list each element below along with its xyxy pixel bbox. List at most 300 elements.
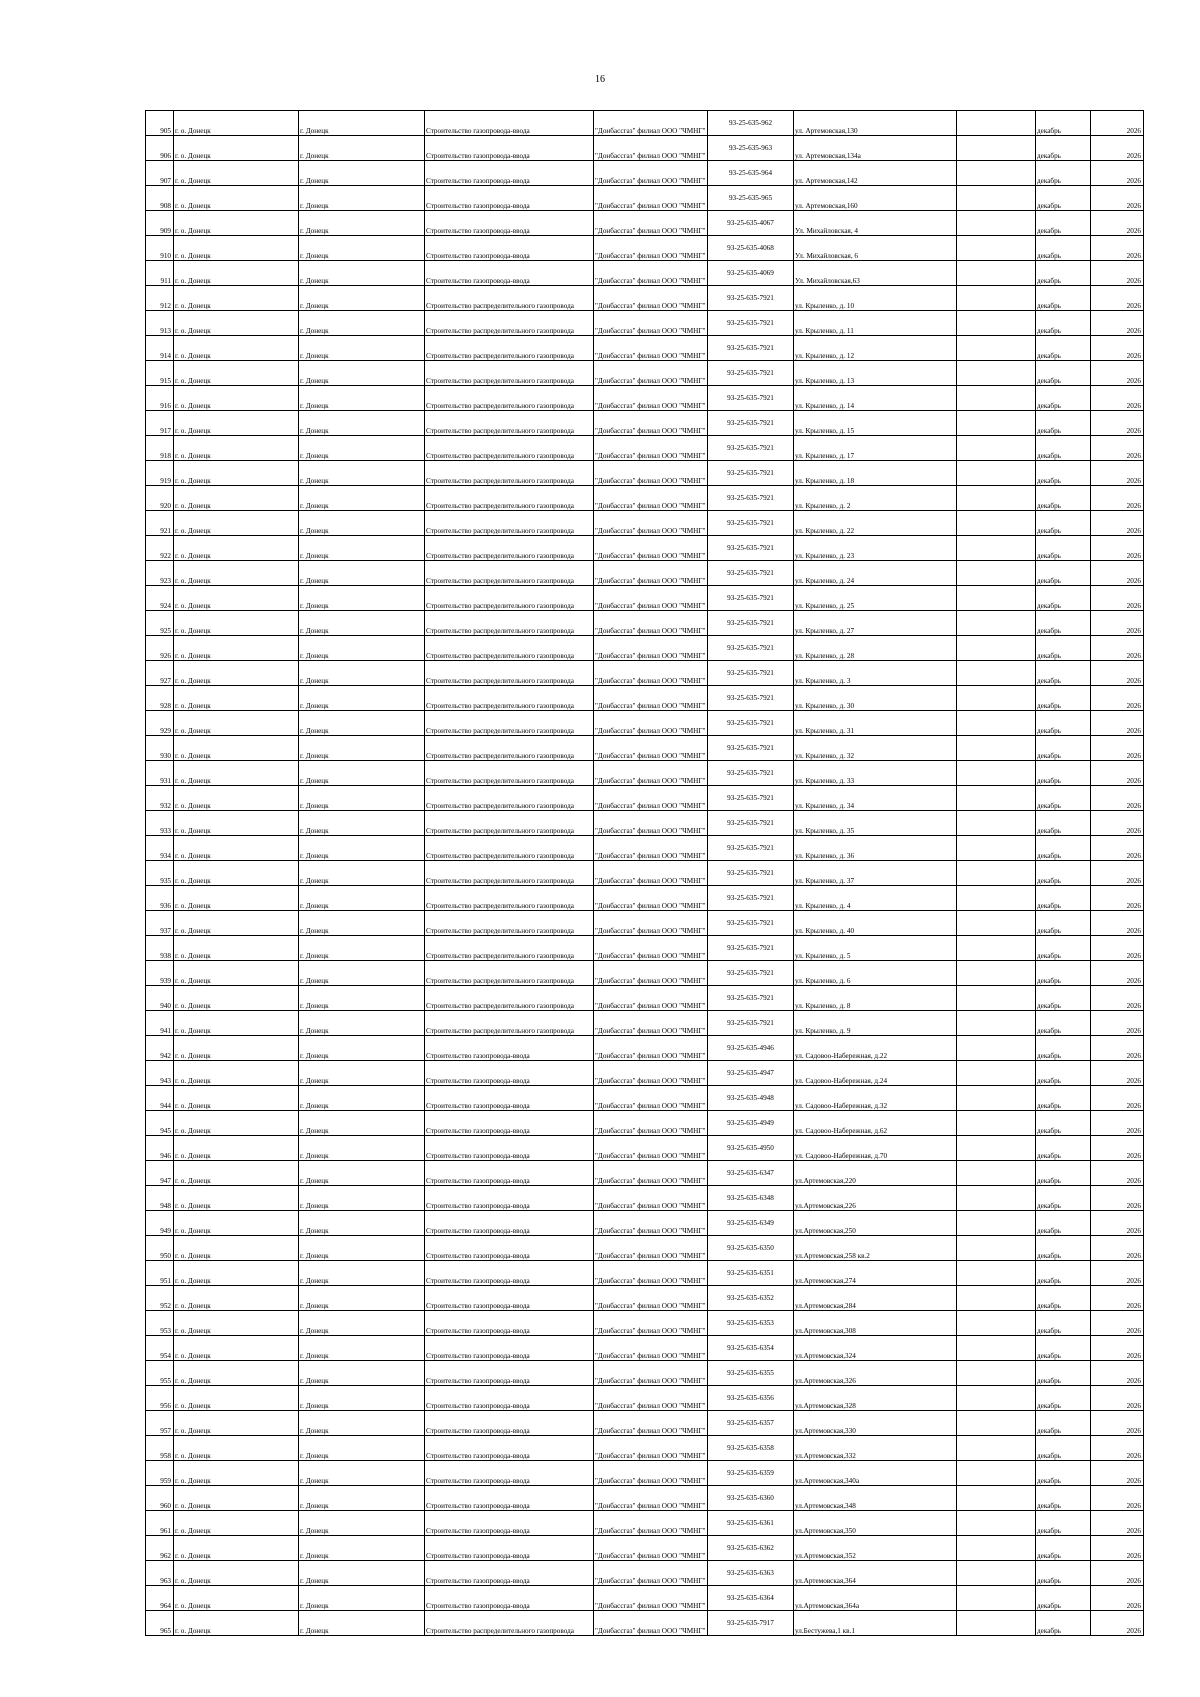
work-type-cell: Строительство распределительного газопровода [425,586,594,611]
row-number: 965 [146,1611,174,1636]
object-code-cell: 93-25-635-7921 [708,711,794,736]
address-cell: ул. Крыленко, д. 37 [794,861,957,886]
row-number: 926 [146,636,174,661]
table-row [146,986,1144,1011]
table-row [146,1411,1144,1436]
empty-cell [957,936,1036,961]
municipality-cell: г. о. Донецк [174,1061,299,1086]
object-code-cell: 93-25-635-6348 [708,1186,794,1211]
year-cell: 2026 [1091,586,1144,611]
work-type-cell: Строительство распределительного газопровода [425,286,594,311]
settlement-cell: г. Донецк [299,161,425,186]
address-cell: ул. Крыленко, д. 36 [794,836,957,861]
empty-cell [957,1086,1036,1111]
municipality-cell: г. о. Донецк [174,411,299,436]
year-cell: 2026 [1091,711,1144,736]
customer-cell: "Донбассгаз" филиал ООО "ЧМНГ" [594,1536,708,1561]
row-number: 907 [146,161,174,186]
month-cell: декабрь [1036,1486,1091,1511]
object-code-cell: 93-25-635-6357 [708,1411,794,1436]
table-row [146,186,1144,211]
month-cell: декабрь [1036,1311,1091,1336]
address-cell: ул. Крыленко, д. 23 [794,536,957,561]
month-cell: декабрь [1036,1536,1091,1561]
table-row [146,361,1144,386]
table-row [146,786,1144,811]
object-code-cell: 93-25-635-7921 [708,286,794,311]
row-number: 921 [146,511,174,536]
object-code-cell: 93-25-635-4949 [708,1111,794,1136]
address-cell: ул.Артемовская,250 [794,1211,957,1236]
table-row [146,611,1144,636]
settlement-cell: г. Донецк [299,211,425,236]
work-type-cell: Строительство распределительного газопровода [425,936,594,961]
table-row [146,1286,1144,1311]
empty-cell [957,1611,1036,1636]
year-cell: 2026 [1091,536,1144,561]
empty-cell [957,411,1036,436]
address-cell: ул.Артемовская,274 [794,1261,957,1286]
table-row [146,636,1144,661]
month-cell: декабрь [1036,1511,1091,1536]
row-number: 910 [146,236,174,261]
year-cell: 2026 [1091,1536,1144,1561]
settlement-cell: г. Донецк [299,186,425,211]
customer-cell: "Донбассгаз" филиал ООО "ЧМНГ" [594,1436,708,1461]
work-type-cell: Строительство газопровода-ввода [425,1236,594,1261]
customer-cell: "Донбассгаз" филиал ООО "ЧМНГ" [594,811,708,836]
empty-cell [957,461,1036,486]
year-cell: 2026 [1091,836,1144,861]
settlement-cell: г. Донецк [299,336,425,361]
address-cell: ул. Крыленко, д. 34 [794,786,957,811]
customer-cell: "Донбассгаз" филиал ООО "ЧМНГ" [594,1411,708,1436]
object-code-cell: 93-25-635-7921 [708,961,794,986]
month-cell: декабрь [1036,1561,1091,1586]
address-cell: ул. Садовоо-Набережная, д.32 [794,1086,957,1111]
address-cell: ул. Крыленко, д. 9 [794,1011,957,1036]
year-cell: 2026 [1091,1011,1144,1036]
customer-cell: "Донбассгаз" филиал ООО "ЧМНГ" [594,636,708,661]
settlement-cell: г. Донецк [299,361,425,386]
table-row [146,1211,1144,1236]
work-type-cell: Строительство газопровода-ввода [425,261,594,286]
year-cell: 2026 [1091,1486,1144,1511]
empty-cell [957,1311,1036,1336]
table-row [146,836,1144,861]
month-cell: декабрь [1036,1061,1091,1086]
row-number: 946 [146,1136,174,1161]
settlement-cell: г. Донецк [299,811,425,836]
settlement-cell: г. Донецк [299,1061,425,1086]
row-number: 938 [146,936,174,961]
row-number: 949 [146,1211,174,1236]
object-code-cell: 93-25-635-7921 [708,561,794,586]
settlement-cell: г. Донецк [299,1311,425,1336]
settlement-cell: г. Донецк [299,1561,425,1586]
empty-cell [957,361,1036,386]
municipality-cell: г. о. Донецк [174,961,299,986]
empty-cell [957,1136,1036,1161]
year-cell: 2026 [1091,1211,1144,1236]
address-cell: ул. Крыленко, д. 6 [794,961,957,986]
year-cell: 2026 [1091,1036,1144,1061]
work-type-cell: Строительство газопровода-ввода [425,1036,594,1061]
work-type-cell: Строительство распределительного газопровода [425,961,594,986]
empty-cell [957,386,1036,411]
object-code-cell: 93-25-635-7921 [708,861,794,886]
month-cell: декабрь [1036,761,1091,786]
empty-cell [957,561,1036,586]
empty-cell [957,111,1036,136]
settlement-cell: г. Донецк [299,661,425,686]
row-number: 906 [146,136,174,161]
month-cell: декабрь [1036,1161,1091,1186]
month-cell: декабрь [1036,336,1091,361]
year-cell: 2026 [1091,1336,1144,1361]
municipality-cell: г. о. Донецк [174,1386,299,1411]
settlement-cell: г. Донецк [299,511,425,536]
empty-cell [957,1461,1036,1486]
table-row [146,1611,1144,1636]
work-type-cell: Строительство газопровода-ввода [425,1561,594,1586]
month-cell: декабрь [1036,411,1091,436]
work-type-cell: Строительство распределительного газопровода [425,861,594,886]
object-code-cell: 93-25-635-6362 [708,1536,794,1561]
object-code-cell: 93-25-635-7921 [708,361,794,386]
municipality-cell: г. о. Донецк [174,936,299,961]
municipality-cell: г. о. Донецк [174,211,299,236]
address-cell: ул. Садовоо-Набережная, д.70 [794,1136,957,1161]
empty-cell [957,661,1036,686]
year-cell: 2026 [1091,1586,1144,1611]
month-cell: декабрь [1036,1586,1091,1611]
work-type-cell: Строительство газопровода-ввода [425,1511,594,1536]
object-code-cell: 93-25-635-6360 [708,1486,794,1511]
year-cell: 2026 [1091,1411,1144,1436]
table-row [146,1486,1144,1511]
customer-cell: "Донбассгаз" филиал ООО "ЧМНГ" [594,161,708,186]
address-cell: ул. Крыленко, д. 27 [794,611,957,636]
empty-cell [957,1286,1036,1311]
settlement-cell: г. Донецк [299,1411,425,1436]
empty-cell [957,986,1036,1011]
year-cell: 2026 [1091,511,1144,536]
year-cell: 2026 [1091,1361,1144,1386]
municipality-cell: г. о. Донецк [174,186,299,211]
empty-cell [957,511,1036,536]
month-cell: декабрь [1036,511,1091,536]
work-type-cell: Строительство газопровода-ввода [425,1286,594,1311]
settlement-cell: г. Донецк [299,536,425,561]
settlement-cell: г. Донецк [299,1511,425,1536]
settlement-cell: г. Донецк [299,1236,425,1261]
empty-cell [957,811,1036,836]
table-row [146,1236,1144,1261]
table-row [146,961,1144,986]
empty-cell [957,536,1036,561]
row-number: 925 [146,611,174,636]
object-code-cell: 93-25-635-7921 [708,986,794,1011]
municipality-cell: г. о. Донецк [174,1111,299,1136]
year-cell: 2026 [1091,886,1144,911]
empty-cell [957,1511,1036,1536]
settlement-cell: г. Донецк [299,386,425,411]
table-row [146,1011,1144,1036]
settlement-cell: г. Донецк [299,1486,425,1511]
settlement-cell: г. Донецк [299,1211,425,1236]
table-row [146,586,1144,611]
object-code-cell: 93-25-635-7921 [708,661,794,686]
work-type-cell: Строительство газопровода-ввода [425,1461,594,1486]
empty-cell [957,211,1036,236]
municipality-cell: г. о. Донецк [174,111,299,136]
empty-cell [957,736,1036,761]
month-cell: декабрь [1036,1036,1091,1061]
row-number: 913 [146,311,174,336]
object-code-cell: 93-25-635-7921 [708,936,794,961]
object-code-cell: 93-25-635-963 [708,136,794,161]
address-cell: ул.Бестужева,1 кв.1 [794,1611,957,1636]
object-code-cell: 93-25-635-7921 [708,511,794,536]
month-cell: декабрь [1036,136,1091,161]
settlement-cell: г. Донецк [299,1611,425,1636]
address-cell: Ул. Михайловская,63 [794,261,957,286]
month-cell: декабрь [1036,1211,1091,1236]
table-body [146,111,1144,1636]
table-row [146,686,1144,711]
month-cell: декабрь [1036,186,1091,211]
table-row [146,911,1144,936]
empty-cell [957,1036,1036,1061]
address-cell: ул. Крыленко, д. 40 [794,911,957,936]
settlement-cell: г. Донецк [299,136,425,161]
row-number: 954 [146,1336,174,1361]
settlement-cell: г. Донецк [299,1161,425,1186]
customer-cell: "Донбассгаз" филиал ООО "ЧМНГ" [594,536,708,561]
object-code-cell: 93-25-635-7921 [708,461,794,486]
month-cell: декабрь [1036,786,1091,811]
month-cell: декабрь [1036,211,1091,236]
municipality-cell: г. о. Донецк [174,1161,299,1186]
row-number: 934 [146,836,174,861]
object-code-cell: 93-25-635-6359 [708,1461,794,1486]
customer-cell: "Донбассгаз" филиал ООО "ЧМНГ" [594,1511,708,1536]
work-type-cell: Строительство распределительного газопровода [425,686,594,711]
object-code-cell: 93-25-635-7921 [708,411,794,436]
customer-cell: "Донбассгаз" филиал ООО "ЧМНГ" [594,1386,708,1411]
year-cell: 2026 [1091,211,1144,236]
settlement-cell: г. Донецк [299,486,425,511]
settlement-cell: г. Донецк [299,1086,425,1111]
customer-cell: "Донбассгаз" филиал ООО "ЧМНГ" [594,1361,708,1386]
empty-cell [957,1586,1036,1611]
settlement-cell: г. Донецк [299,311,425,336]
work-type-cell: Строительство газопровода-ввода [425,1111,594,1136]
year-cell: 2026 [1091,261,1144,286]
address-cell: ул.Артемовская,352 [794,1536,957,1561]
object-code-cell: 93-25-635-7921 [708,811,794,836]
year-cell: 2026 [1091,636,1144,661]
year-cell: 2026 [1091,486,1144,511]
object-code-cell: 93-25-635-7921 [708,386,794,411]
customer-cell: "Донбассгаз" филиал ООО "ЧМНГ" [594,1111,708,1136]
address-cell: ул.Артемовская,350 [794,1511,957,1536]
table-row [146,311,1144,336]
year-cell: 2026 [1091,1111,1144,1136]
customer-cell: "Донбассгаз" филиал ООО "ЧМНГ" [594,1311,708,1336]
work-type-cell: Строительство газопровода-ввода [425,1436,594,1461]
address-cell: Ул. Михайловская, 6 [794,236,957,261]
empty-cell [957,886,1036,911]
work-type-cell: Строительство газопровода-ввода [425,111,594,136]
row-number: 964 [146,1586,174,1611]
empty-cell [957,161,1036,186]
table-row [146,536,1144,561]
table-row [146,1036,1144,1061]
settlement-cell: г. Донецк [299,786,425,811]
month-cell: декабрь [1036,436,1091,461]
municipality-cell: г. о. Донецк [174,636,299,661]
municipality-cell: г. о. Донецк [174,361,299,386]
municipality-cell: г. о. Донецк [174,1461,299,1486]
empty-cell [957,1236,1036,1261]
object-code-cell: 93-25-635-6354 [708,1336,794,1361]
row-number: 922 [146,536,174,561]
municipality-cell: г. о. Донецк [174,461,299,486]
table-row [146,711,1144,736]
table-row [146,1136,1144,1161]
empty-cell [957,836,1036,861]
empty-cell [957,1211,1036,1236]
address-cell: ул. Крыленко, д. 22 [794,511,957,536]
empty-cell [957,1186,1036,1211]
table-row [146,1386,1144,1411]
table-row [146,561,1144,586]
municipality-cell: г. о. Донецк [174,1511,299,1536]
work-type-cell: Строительство распределительного газопровода [425,486,594,511]
empty-cell [957,786,1036,811]
year-cell: 2026 [1091,436,1144,461]
table-row [146,461,1144,486]
customer-cell: "Донбассгаз" филиал ООО "ЧМНГ" [594,1286,708,1311]
year-cell: 2026 [1091,1236,1144,1261]
row-number: 905 [146,111,174,136]
year-cell: 2026 [1091,411,1144,436]
table-row [146,1561,1144,1586]
page-number: 16 [595,74,605,85]
address-cell: Ул. Михайловская, 4 [794,211,957,236]
month-cell: декабрь [1036,686,1091,711]
row-number: 933 [146,811,174,836]
customer-cell: "Донбассгаз" филиал ООО "ЧМНГ" [594,786,708,811]
object-code-cell: 93-25-635-7921 [708,486,794,511]
month-cell: декабрь [1036,936,1091,961]
work-type-cell: Строительство распределительного газопровода [425,611,594,636]
year-cell: 2026 [1091,1436,1144,1461]
work-type-cell: Строительство газопровода-ввода [425,1586,594,1611]
settlement-cell: г. Донецк [299,886,425,911]
address-cell: ул.Артемовская,330 [794,1411,957,1436]
object-code-cell: 93-25-635-4947 [708,1061,794,1086]
year-cell: 2026 [1091,311,1144,336]
customer-cell: "Донбассгаз" филиал ООО "ЧМНГ" [594,886,708,911]
settlement-cell: г. Донецк [299,936,425,961]
table-row [146,411,1144,436]
year-cell: 2026 [1091,136,1144,161]
municipality-cell: г. о. Донецк [174,661,299,686]
municipality-cell: г. о. Донецк [174,1011,299,1036]
address-cell: ул. Артемовская,160 [794,186,957,211]
table-row [146,211,1144,236]
settlement-cell: г. Донецк [299,461,425,486]
municipality-cell: г. о. Донецк [174,1436,299,1461]
year-cell: 2026 [1091,1561,1144,1586]
settlement-cell: г. Донецк [299,686,425,711]
municipality-cell: г. о. Донецк [174,1086,299,1111]
address-cell: ул.Артемовская,258 кв.2 [794,1236,957,1261]
row-number: 957 [146,1411,174,1436]
year-cell: 2026 [1091,386,1144,411]
work-type-cell: Строительство газопровода-ввода [425,161,594,186]
settlement-cell: г. Донецк [299,861,425,886]
row-number: 942 [146,1036,174,1061]
row-number: 919 [146,461,174,486]
row-number: 924 [146,586,174,611]
month-cell: декабрь [1036,161,1091,186]
table-row [146,1361,1144,1386]
work-type-cell: Строительство газопровода-ввода [425,1211,594,1236]
year-cell: 2026 [1091,1286,1144,1311]
month-cell: декабрь [1036,386,1091,411]
work-type-cell: Строительство газопровода-ввода [425,1136,594,1161]
empty-cell [957,686,1036,711]
row-number: 963 [146,1561,174,1586]
work-type-cell: Строительство газопровода-ввода [425,1086,594,1111]
row-number: 911 [146,261,174,286]
municipality-cell: г. о. Донецк [174,761,299,786]
empty-cell [957,611,1036,636]
table-row [146,511,1144,536]
table-row [146,436,1144,461]
table-row [146,1436,1144,1461]
work-type-cell: Строительство распределительного газопровода [425,386,594,411]
customer-cell: "Донбассгаз" филиал ООО "ЧМНГ" [594,211,708,236]
work-type-cell: Строительство распределительного газопровода [425,561,594,586]
customer-cell: "Донбассгаз" филиал ООО "ЧМНГ" [594,911,708,936]
work-type-cell: Строительство газопровода-ввода [425,1061,594,1086]
empty-cell [957,1261,1036,1286]
month-cell: декабрь [1036,361,1091,386]
customer-cell: "Донбассгаз" филиал ООО "ЧМНГ" [594,1161,708,1186]
address-cell: ул. Крыленко, д. 18 [794,461,957,486]
settlement-cell: г. Донецк [299,1111,425,1136]
table-row [146,386,1144,411]
month-cell: декабрь [1036,1436,1091,1461]
work-type-cell: Строительство газопровода-ввода [425,1536,594,1561]
object-code-cell: 93-25-635-7921 [708,536,794,561]
empty-cell [957,1361,1036,1386]
address-cell: ул. Крыленко, д. 28 [794,636,957,661]
customer-cell: "Донбассгаз" филиал ООО "ЧМНГ" [594,236,708,261]
work-type-cell: Строительство распределительного газопровода [425,711,594,736]
row-number: 956 [146,1386,174,1411]
empty-cell [957,911,1036,936]
table-row [146,111,1144,136]
customer-cell: "Донбассгаз" филиал ООО "ЧМНГ" [594,1561,708,1586]
address-cell: ул. Садовоо-Набережная, д.22 [794,1036,957,1061]
year-cell: 2026 [1091,1086,1144,1111]
